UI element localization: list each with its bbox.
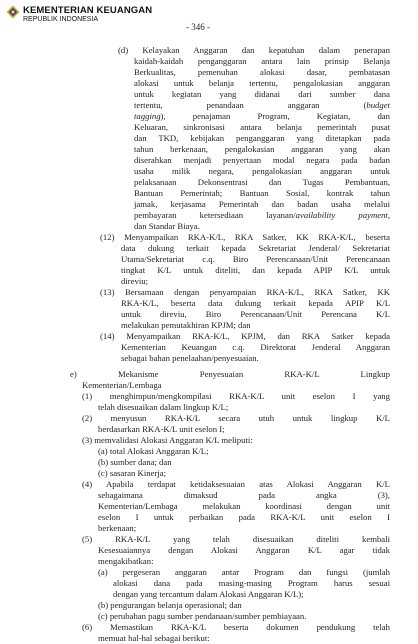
page-number: - 346 - (186, 22, 210, 32)
text-line (98, 523, 390, 534)
text-segment: (1) menghimpun/mengkompilasi RKA-K/L unit eselon I yang (82, 391, 390, 401)
text-segment: eselon I untuk perbaikan pada RKA-K/L unit eselon I (98, 512, 390, 522)
text-line (98, 446, 390, 457)
ministry-name: KEMENTERIAN KEUANGAN (23, 5, 153, 16)
text-line (98, 501, 390, 512)
text-segment: (b) sumber dana; dan (98, 457, 172, 467)
text-segment: (5) RKA-K/L yang telah disesuaikan diteliti kembali (82, 534, 390, 544)
text-segment: Utama/Sekretariat c.q. Biro Perencanaan/Unit Perencanaan (121, 254, 390, 264)
text-segment: Kementerian/Lembaga (82, 380, 162, 390)
text-segment: dan Standar Biaya. (134, 221, 200, 231)
text-line (134, 122, 390, 133)
text-line (134, 89, 390, 100)
text-line (121, 265, 390, 276)
text-segment: data dukung terkait kepada Sekretariat Jenderal/ Sekretariat (121, 243, 390, 253)
text-line (82, 413, 390, 424)
text-line (98, 490, 390, 501)
text-line (134, 111, 390, 122)
text-segment: berkenaan; (98, 523, 137, 533)
text-segment: Bantuan Pemerintah; Bantuan Sosial, kontrak tahun (134, 188, 390, 198)
text-segment: memuat hal-hal sebagai berikut: (98, 633, 210, 643)
page-header (0, 0, 418, 46)
text-segment: untuk direviu, Biro Perencanaan/Unit Perencana K/L (121, 309, 390, 319)
text-line (82, 435, 390, 446)
text-line (134, 221, 390, 232)
text-segment: sebagai bahan penelaahan/penyesuaian. (121, 353, 259, 363)
text-segment: kaidah-kaidah penganggaran antara lain prinsip Belanja (134, 56, 390, 66)
text-segment: (c) perubahan pagu sumber pendanaan/sumber pembiayaan. (98, 611, 307, 621)
text-line (134, 133, 390, 144)
text-segment: Kementerian Keuangan c.q. Direktorat Jenderal Anggaran (121, 342, 390, 352)
text-line (121, 276, 390, 287)
text-segment: Kementerian/Lembaga melakukan koordinasi dengan unit (98, 501, 390, 511)
text-line (134, 144, 390, 155)
text-line (82, 534, 390, 545)
text-line (134, 100, 390, 111)
text-segment: telah disesuaikan dalam lingkup K/L; (98, 402, 229, 412)
text-line (121, 320, 390, 331)
text-segment: pelaksanaan Dekonsentrasi dan Tugas Pembantuan, (134, 177, 390, 187)
text-line (82, 380, 262, 391)
text-line (98, 402, 390, 413)
text-line (100, 232, 390, 243)
text-segment: sebagaimana dimaksud pada angka (3), (98, 490, 390, 500)
text-line (98, 545, 390, 556)
text-line (98, 600, 390, 611)
text-segment: (c) sasaran Kinerja; (98, 468, 167, 478)
text-segment: pembayaran ketersediaan layanan/ (134, 210, 296, 220)
text-line (134, 177, 390, 188)
text-segment: Berkualitas, pemenuhan alokasi dasar, pembatasan (134, 67, 390, 77)
text-line (82, 391, 390, 402)
text-segment: alokasi untuk belanja tertentu, pengalokasian anggaran (134, 78, 390, 88)
text-line (70, 369, 390, 380)
text-segment: tahun berkenaan, pengalokasian anggaran yang akan (134, 144, 390, 154)
text-line (121, 243, 390, 254)
text-segment: RKA-K/L, beserta data dukung terkait kepada APIP K/L (121, 298, 390, 308)
text-line (100, 287, 390, 298)
text-segment: (12) Menyampaikan RKA-K/L, RKA Satker, KK RKA-K/L, beserta (100, 232, 390, 242)
text-line (134, 78, 390, 89)
text-line (121, 353, 390, 364)
text-segment: berdasarkan RKA-K/L unit eselon I; (98, 424, 225, 434)
text-line (134, 155, 390, 166)
text-line (98, 457, 390, 468)
text-segment: (2) menyusun RKA-K/L secara utuh untuk lingkup K/L (82, 413, 390, 423)
text-line (82, 479, 390, 490)
text-segment: direviu; (121, 276, 149, 286)
text-segment: Keluaran, sinkronisasi antara belanja pemerintah pusat (134, 122, 390, 132)
text-segment: (3) memvalidasi Alokasi Anggaran K/L meliputi: (82, 435, 253, 445)
text-segment: usaha milik negara, pengalokasian anggaran untuk (134, 166, 390, 176)
text-segment: availability payment (295, 210, 388, 220)
text-segment: , (387, 210, 391, 220)
text-segment: (13) Bersamaan dengan penyampaian RKA-K/L, RKA Satker, KK (100, 287, 390, 297)
text-segment: dengan yang tercantum dalam Alokasi Anggaran K/L); (113, 589, 304, 599)
text-segment: jamak, kerjasama Pemerintah dan badan usaha melalui (134, 199, 390, 209)
text-segment: (14) Menyampaikan RKA-K/L, KPJM, dan RKA Satker kepada (100, 331, 390, 341)
text-line (118, 45, 390, 56)
text-segment: (d) Kelayakan Anggaran dan kepatuhan dalam penerapan (118, 45, 390, 55)
text-segment: untuk kegiatan yang didanai dari sumber dana (134, 89, 390, 99)
text-line (82, 622, 390, 633)
text-segment: mengakibatkan: (98, 556, 154, 566)
text-line (121, 254, 390, 265)
text-segment: e) Mekanisme Penyesuaian RKA-K/L Lingkup (70, 369, 390, 379)
republic-name: REPUBLIK INDONESIA (23, 16, 99, 23)
text-line (113, 578, 390, 589)
text-segment: diserahkan menjadi penyertaan modal negara pada badan (134, 155, 390, 165)
text-segment: tagging (134, 111, 161, 121)
text-segment: (b) pengurangan belanja operasional; dan (98, 600, 242, 610)
text-line (98, 468, 390, 479)
text-segment: (4) Apabila terdapat ketidaksesuaian atas Alokasi Anggaran K/L (82, 479, 390, 489)
text-line (98, 424, 390, 435)
text-line (134, 188, 390, 199)
text-segment: budget (366, 100, 390, 110)
text-line (98, 512, 390, 523)
text-segment: dan TKD, kebijakan penganggaran yang ditetapkan pada (134, 133, 390, 143)
text-line (121, 342, 390, 353)
text-segment: Kesesuaiannya dengan Alokasi Anggaran K/L agar tidak (98, 545, 390, 555)
text-line (134, 67, 390, 78)
text-line (134, 199, 390, 210)
text-line (134, 56, 390, 67)
text-line (98, 633, 390, 644)
text-line (134, 210, 390, 221)
text-segment: tingkat K/L untuk diteliti, dan kepada APIP K/L untuk (121, 265, 390, 275)
text-segment: (a) pergeseran anggaran antar Program dan fungsi (jumlah (98, 567, 390, 577)
text-line (134, 166, 390, 177)
text-line (98, 567, 390, 578)
text-segment: tertentu, penandaan anggaran ( (134, 100, 367, 110)
text-line (113, 589, 390, 600)
text-segment: alokasi dana pada masing-masing Program harus sesuai (113, 578, 390, 588)
ministry-logo-icon (6, 5, 20, 19)
text-segment: (a) total Alokasi Anggaran K/L; (98, 446, 209, 456)
text-segment: (6) Memastikan RKA-K/L beserta dokumen pendukung telah (82, 622, 390, 632)
text-segment: melakukan pemutakhiran KPJM; dan (121, 320, 251, 330)
text-line (98, 611, 390, 622)
text-segment: ), penajaman Program, Kegiatan, dan (160, 111, 390, 121)
text-line (121, 309, 390, 320)
text-line (121, 298, 390, 309)
text-line (98, 556, 390, 567)
text-line (100, 331, 390, 342)
